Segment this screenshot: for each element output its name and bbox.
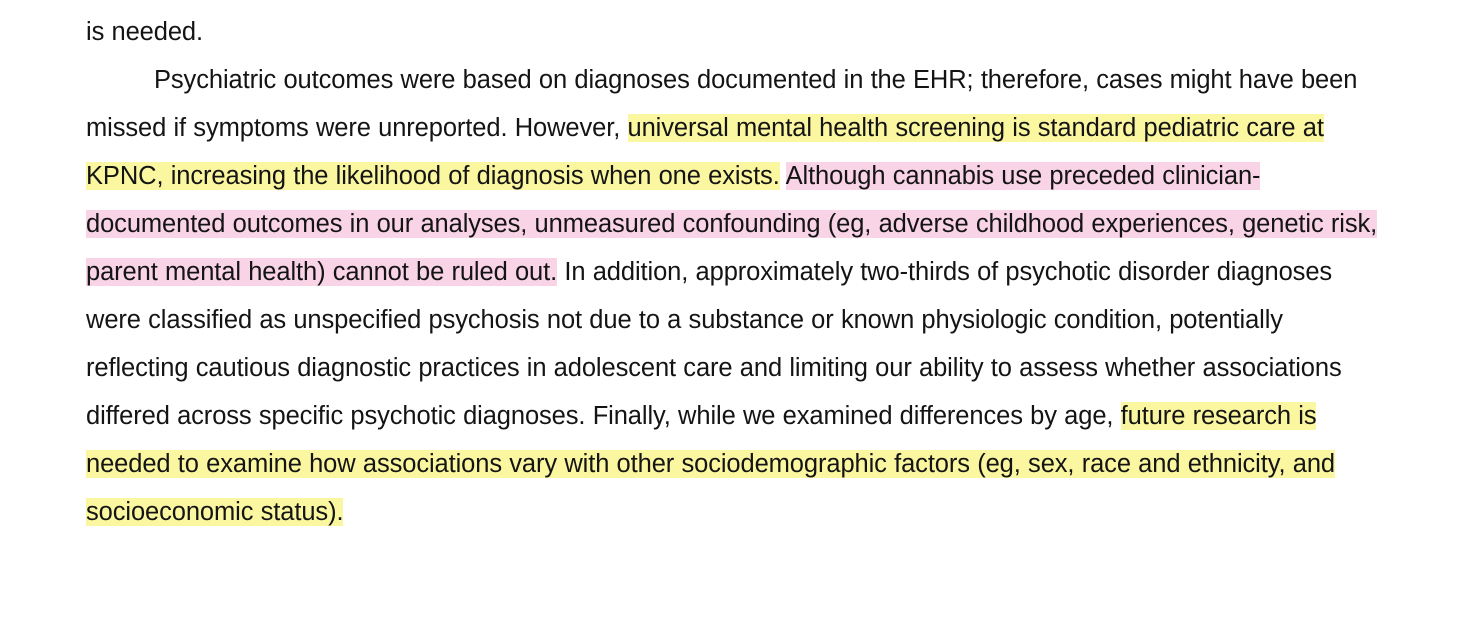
document-body [86,8,1384,536]
text-run: Psychiatric outcomes were based on diagnoses documented in the EHR; therefore, cases might have been missed if symptoms were unreported. However, [86,66,1358,142]
text-run: is needed. [86,18,203,46]
para-continuation [86,8,1384,56]
highlight-pink[interactable]: Although cannabis use preceded clinician-documented outcomes in our analyses, unmeasured confounding (eg, adverse childhood experiences, genetic risk, parent mental health) cannot be ruled out. [86,162,1378,286]
text-run [780,162,786,190]
text-run: In addition, approximately two-thirds of psychotic disorder diagnoses were classified as unspecified psychosis not due to a substance or known physiologic condition, potentially reflecting cautious diagnostic practices in adolescent care and limiting our ability to assess whether associations differed across specific psychotic diagnoses. Finally, while we examined differences by age, [86,258,1342,430]
para-limitations [86,56,1384,536]
highlight-yellow[interactable]: future research is needed to examine how associations vary with other sociodemographic factors (eg, sex, race and ethnicity, and socioeconomic status). [86,402,1335,526]
highlight-yellow[interactable]: universal mental health screening is standard pediatric care at KPNC, increasing the likelihood of diagnosis when one exists. [86,114,1324,190]
